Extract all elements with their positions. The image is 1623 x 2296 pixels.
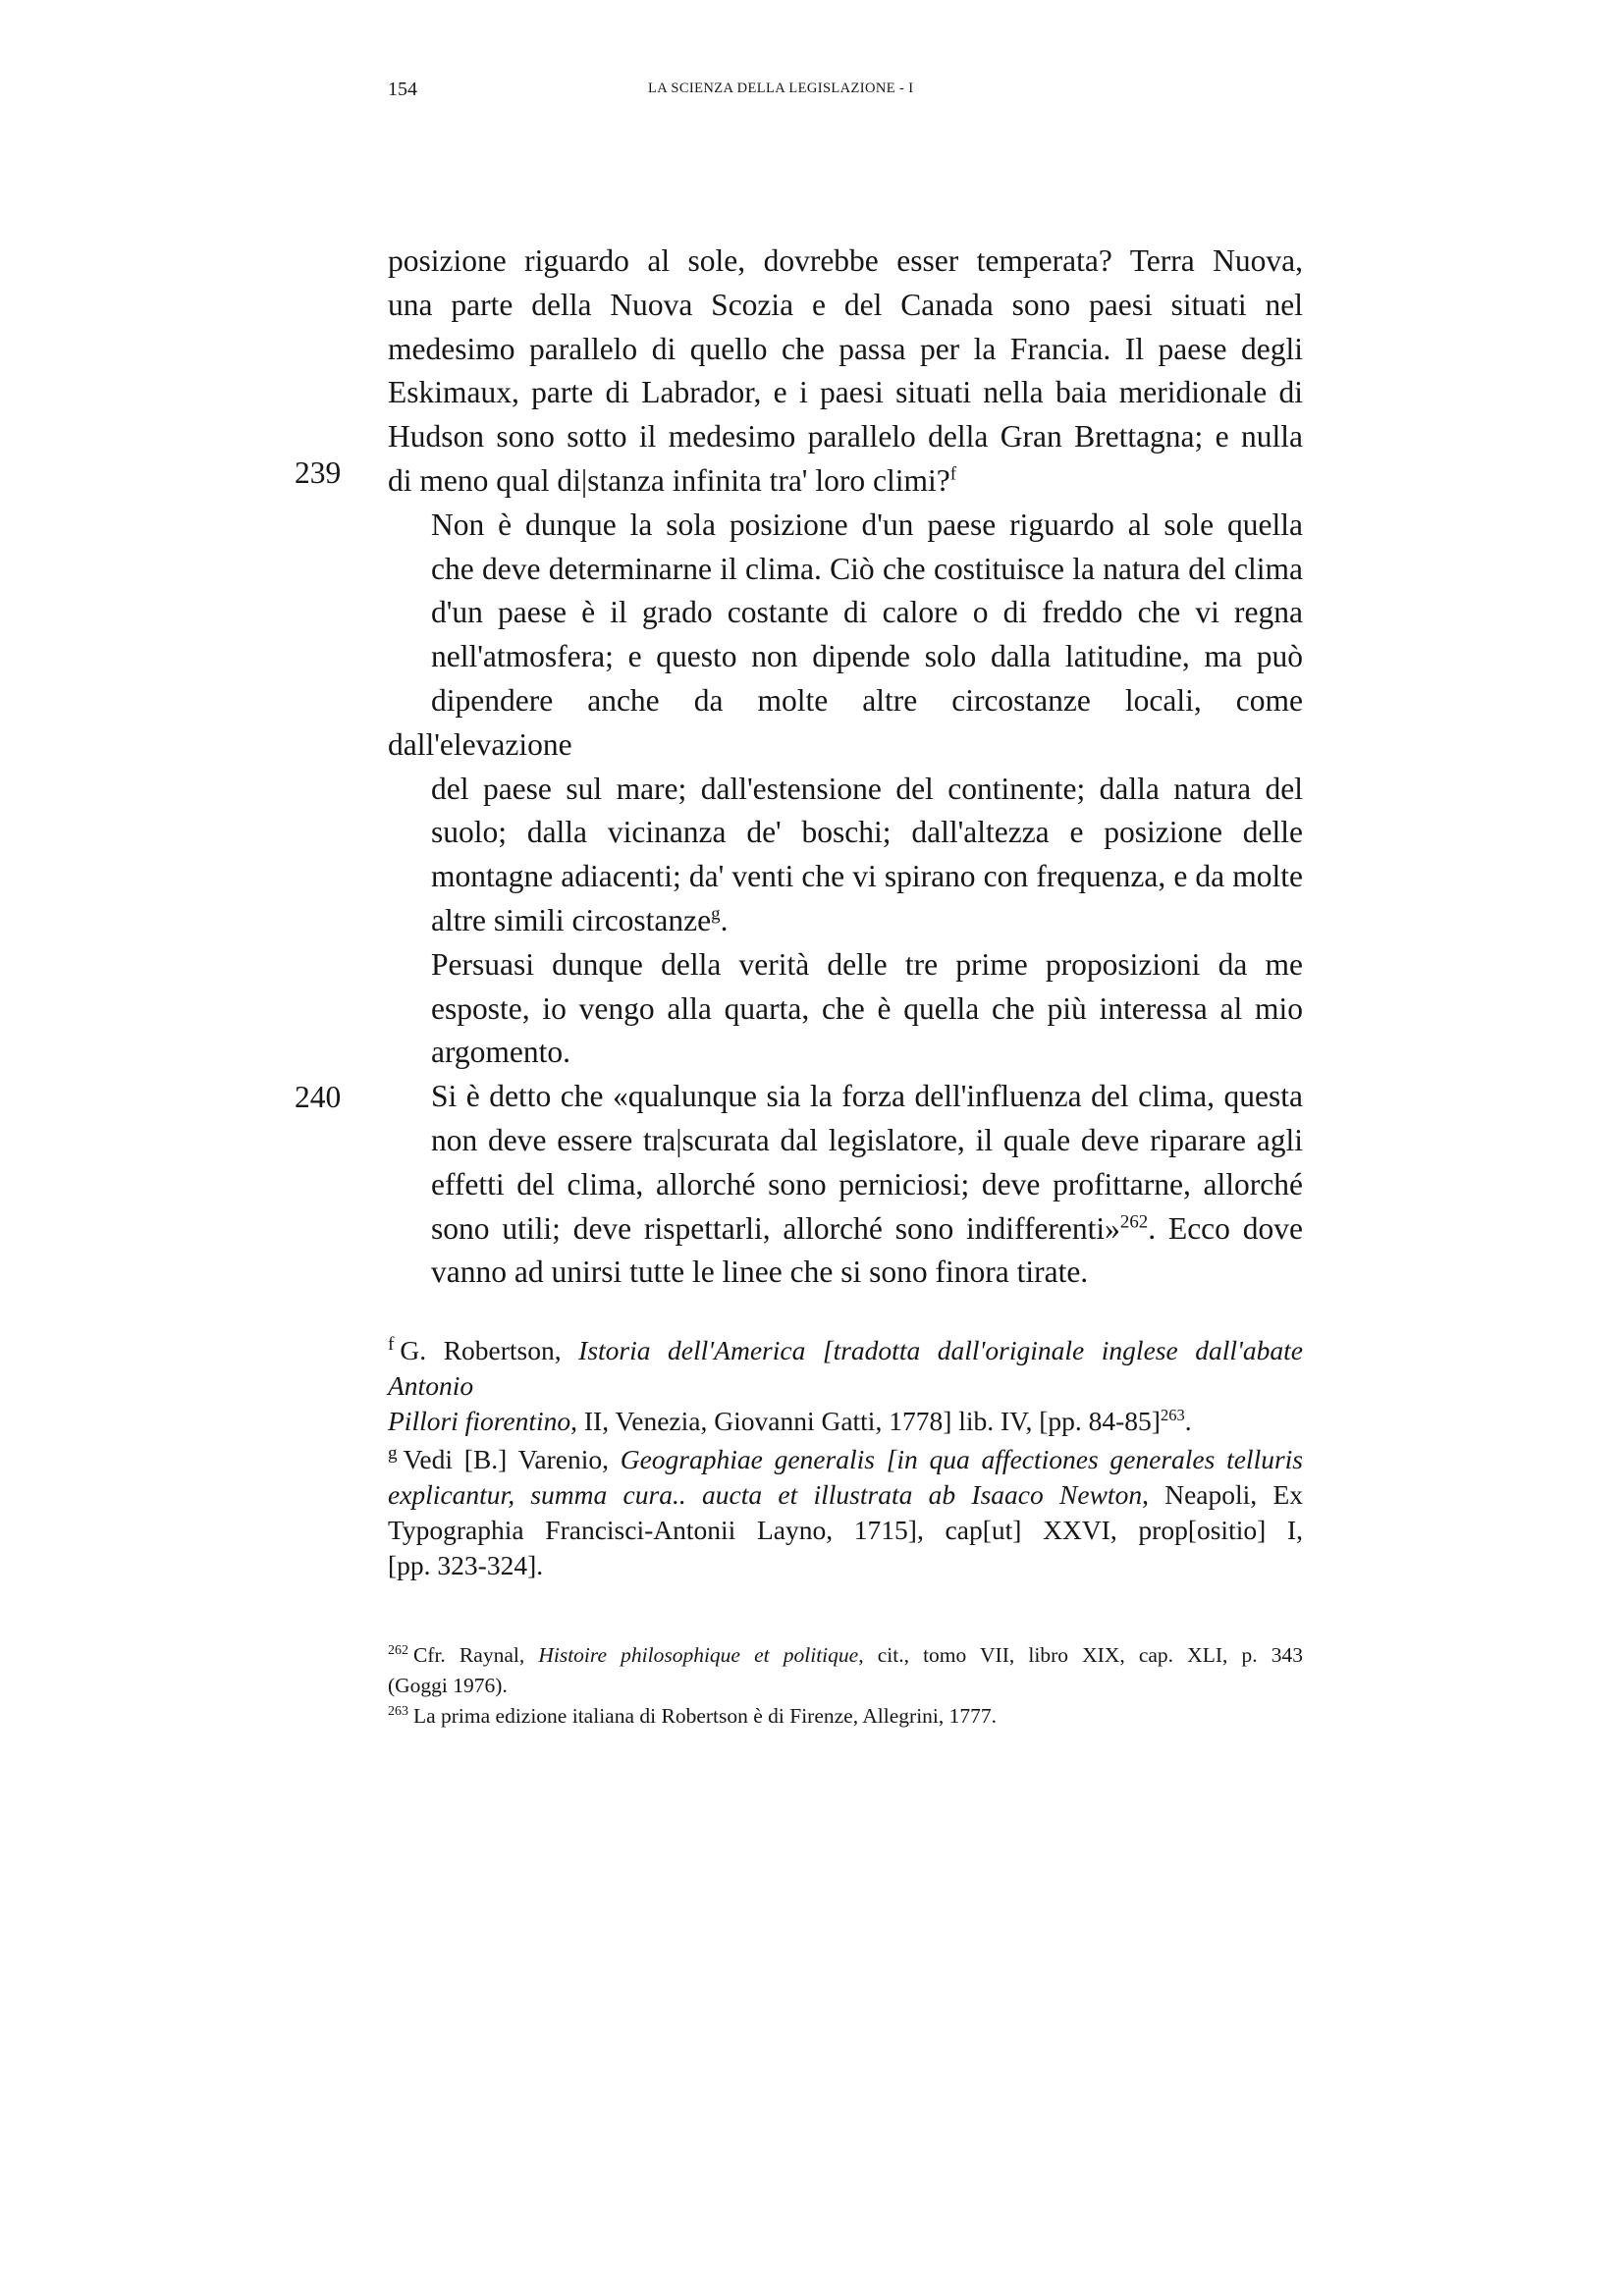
text-segment: . Ecco dove bbox=[1148, 1210, 1303, 1246]
text-segment: di meno qual di|stanza infinita tra' loro climi? bbox=[388, 462, 950, 498]
text-line: Persuasi dunque della verità delle tre prime proposizioni da me bbox=[431, 946, 1303, 982]
text-line: medesimo parallelo di quello che passa per la Francia. Il paese degli bbox=[388, 331, 1303, 366]
text-segment: . bbox=[1184, 1405, 1192, 1436]
text-line: nell'atmosfera; e questo non dipende solo dalla latitudine, ma può bbox=[431, 639, 1303, 674]
text-line: (Goggi 1976). bbox=[388, 1674, 508, 1697]
text-line: dipendere anche da molte altre circostanze locali, come dall'elevazione bbox=[388, 682, 1303, 762]
text-line: Typographia Francisci-Antonii Layno, 1715], cap[ut] XXVI, prop[ositio] I, bbox=[388, 1514, 1303, 1545]
footnote-number: 263 bbox=[388, 1703, 408, 1719]
footnote-ref-262: 262 bbox=[1119, 1211, 1149, 1233]
margin-number-240: 240 bbox=[295, 1080, 342, 1114]
margin-number-239: 239 bbox=[295, 455, 342, 490]
footnotes bbox=[388, 1640, 1303, 1732]
text-line bbox=[388, 1640, 1303, 1671]
text-line bbox=[388, 899, 1303, 943]
note-f bbox=[388, 1333, 1303, 1438]
text-line bbox=[388, 459, 1303, 504]
note-ref-g: g bbox=[711, 903, 721, 925]
text-line bbox=[388, 1333, 1303, 1404]
footnote-263 bbox=[388, 1701, 1303, 1732]
note-g bbox=[388, 1442, 1303, 1582]
author-notes bbox=[388, 1333, 1303, 1587]
paragraph-3 bbox=[388, 943, 1303, 1075]
text-line: del paese sul mare; dall'estensione del continente; dalla natura del bbox=[431, 771, 1303, 806]
text-line: non deve essere tra|scurata dal legislatore, il quale deve riparare agli bbox=[431, 1122, 1303, 1157]
note-mark: f bbox=[388, 1333, 395, 1355]
text-line: effetti del clima, allorché sono perniciosi; deve profittarne, allorché bbox=[431, 1166, 1303, 1201]
italic-title: Histoire philosophique et politique bbox=[538, 1643, 859, 1667]
text-line: che deve determinarne il clima. Ciò che costituisce la natura del clima bbox=[431, 551, 1303, 586]
paragraph-4 bbox=[388, 1075, 1303, 1295]
text-line: esposte, io vengo alla quarta, che è quella che più interessa al mio bbox=[431, 990, 1303, 1026]
paragraph-1 bbox=[388, 240, 1303, 504]
footnote-262 bbox=[388, 1640, 1303, 1701]
italic-title: Pillori fiorentino bbox=[388, 1405, 571, 1436]
text-segment: Cfr. Raynal, bbox=[412, 1643, 539, 1667]
text-line bbox=[388, 1477, 1303, 1513]
text-segment: , Neapoli, Ex bbox=[1142, 1479, 1303, 1511]
text-segment: sono utili; deve rispettarli, allorché sono indifferenti» bbox=[431, 1210, 1120, 1246]
page-number: 154 bbox=[388, 79, 417, 100]
text-segment: G. Robertson, bbox=[400, 1335, 579, 1365]
text-segment: , II, Venezia, Giovanni Gatti, 1778] lib. IV, [pp. 84-85] bbox=[570, 1405, 1161, 1436]
italic-title: Geographiae generalis [in qua affectiones generales telluris bbox=[620, 1444, 1304, 1475]
text-line: vanno ad unirsi tutte le linee che si sono finora tirate. bbox=[431, 1255, 1089, 1290]
text-line: Non è dunque la sola posizione d'un paese riguardo al sole quella bbox=[431, 507, 1303, 542]
paragraph-2 bbox=[388, 504, 1303, 943]
italic-title: Istoria dell'America [tradotta dall'originale inglese dall'abate Antonio bbox=[388, 1335, 1303, 1401]
text-line bbox=[388, 1701, 1303, 1732]
text-line: una parte della Nuova Scozia e del Canada sono paesi situati nel bbox=[388, 287, 1303, 322]
text-segment: , cit., tomo VII, libro XIX, cap. XLI, p. 343 bbox=[858, 1643, 1303, 1667]
text-line: argomento. bbox=[431, 1035, 571, 1070]
running-title: LA SCIENZA DELLA LEGISLAZIONE - I bbox=[648, 80, 914, 96]
text-segment: La prima edizione italiana di Robertson è di Firenze, Allegrini, 1777. bbox=[412, 1704, 998, 1728]
text-line: Eskimaux, parte di Labrador, e i paesi situati nella baia meridionale di bbox=[388, 375, 1303, 410]
footnote-ref-263: 263 bbox=[1160, 1405, 1185, 1424]
text-line bbox=[388, 1404, 1303, 1439]
text-line: d'un paese è il grado costante di calore o di freddo che vi regna bbox=[431, 595, 1303, 630]
running-head bbox=[0, 79, 1623, 108]
text-line: suolo; dalla vicinanza de' boschi; dall'altezza e posizione delle bbox=[431, 815, 1303, 850]
text-segment: altre simili circostanze bbox=[431, 902, 712, 937]
text-line: [pp. 323-324]. bbox=[388, 1549, 544, 1580]
text-line: montagne adiacenti; da' venti che vi spirano con frequenza, e da molte bbox=[431, 859, 1303, 894]
footnote-number: 262 bbox=[388, 1642, 408, 1658]
text-segment: Vedi [B.] Varenio, bbox=[403, 1444, 621, 1475]
body-text bbox=[388, 240, 1303, 1295]
note-ref-f: f bbox=[949, 463, 956, 485]
note-mark: g bbox=[388, 1443, 398, 1465]
italic-title: explicantur, summa cura.. aucta et illustrata ab Isaaco Newton bbox=[388, 1479, 1143, 1511]
text-line: posizione riguardo al sole, dovrebbe esser temperata? Terra Nuova, bbox=[388, 243, 1303, 278]
text-line: Hudson sono sotto il medesimo parallelo della Gran Brettagna; e nulla bbox=[388, 419, 1303, 454]
text-line bbox=[388, 1442, 1303, 1477]
text-line bbox=[388, 1207, 1303, 1252]
text-line: Si è detto che «qualunque sia la forza dell'influenza del clima, questa bbox=[431, 1079, 1303, 1114]
text-segment: . bbox=[720, 902, 729, 937]
